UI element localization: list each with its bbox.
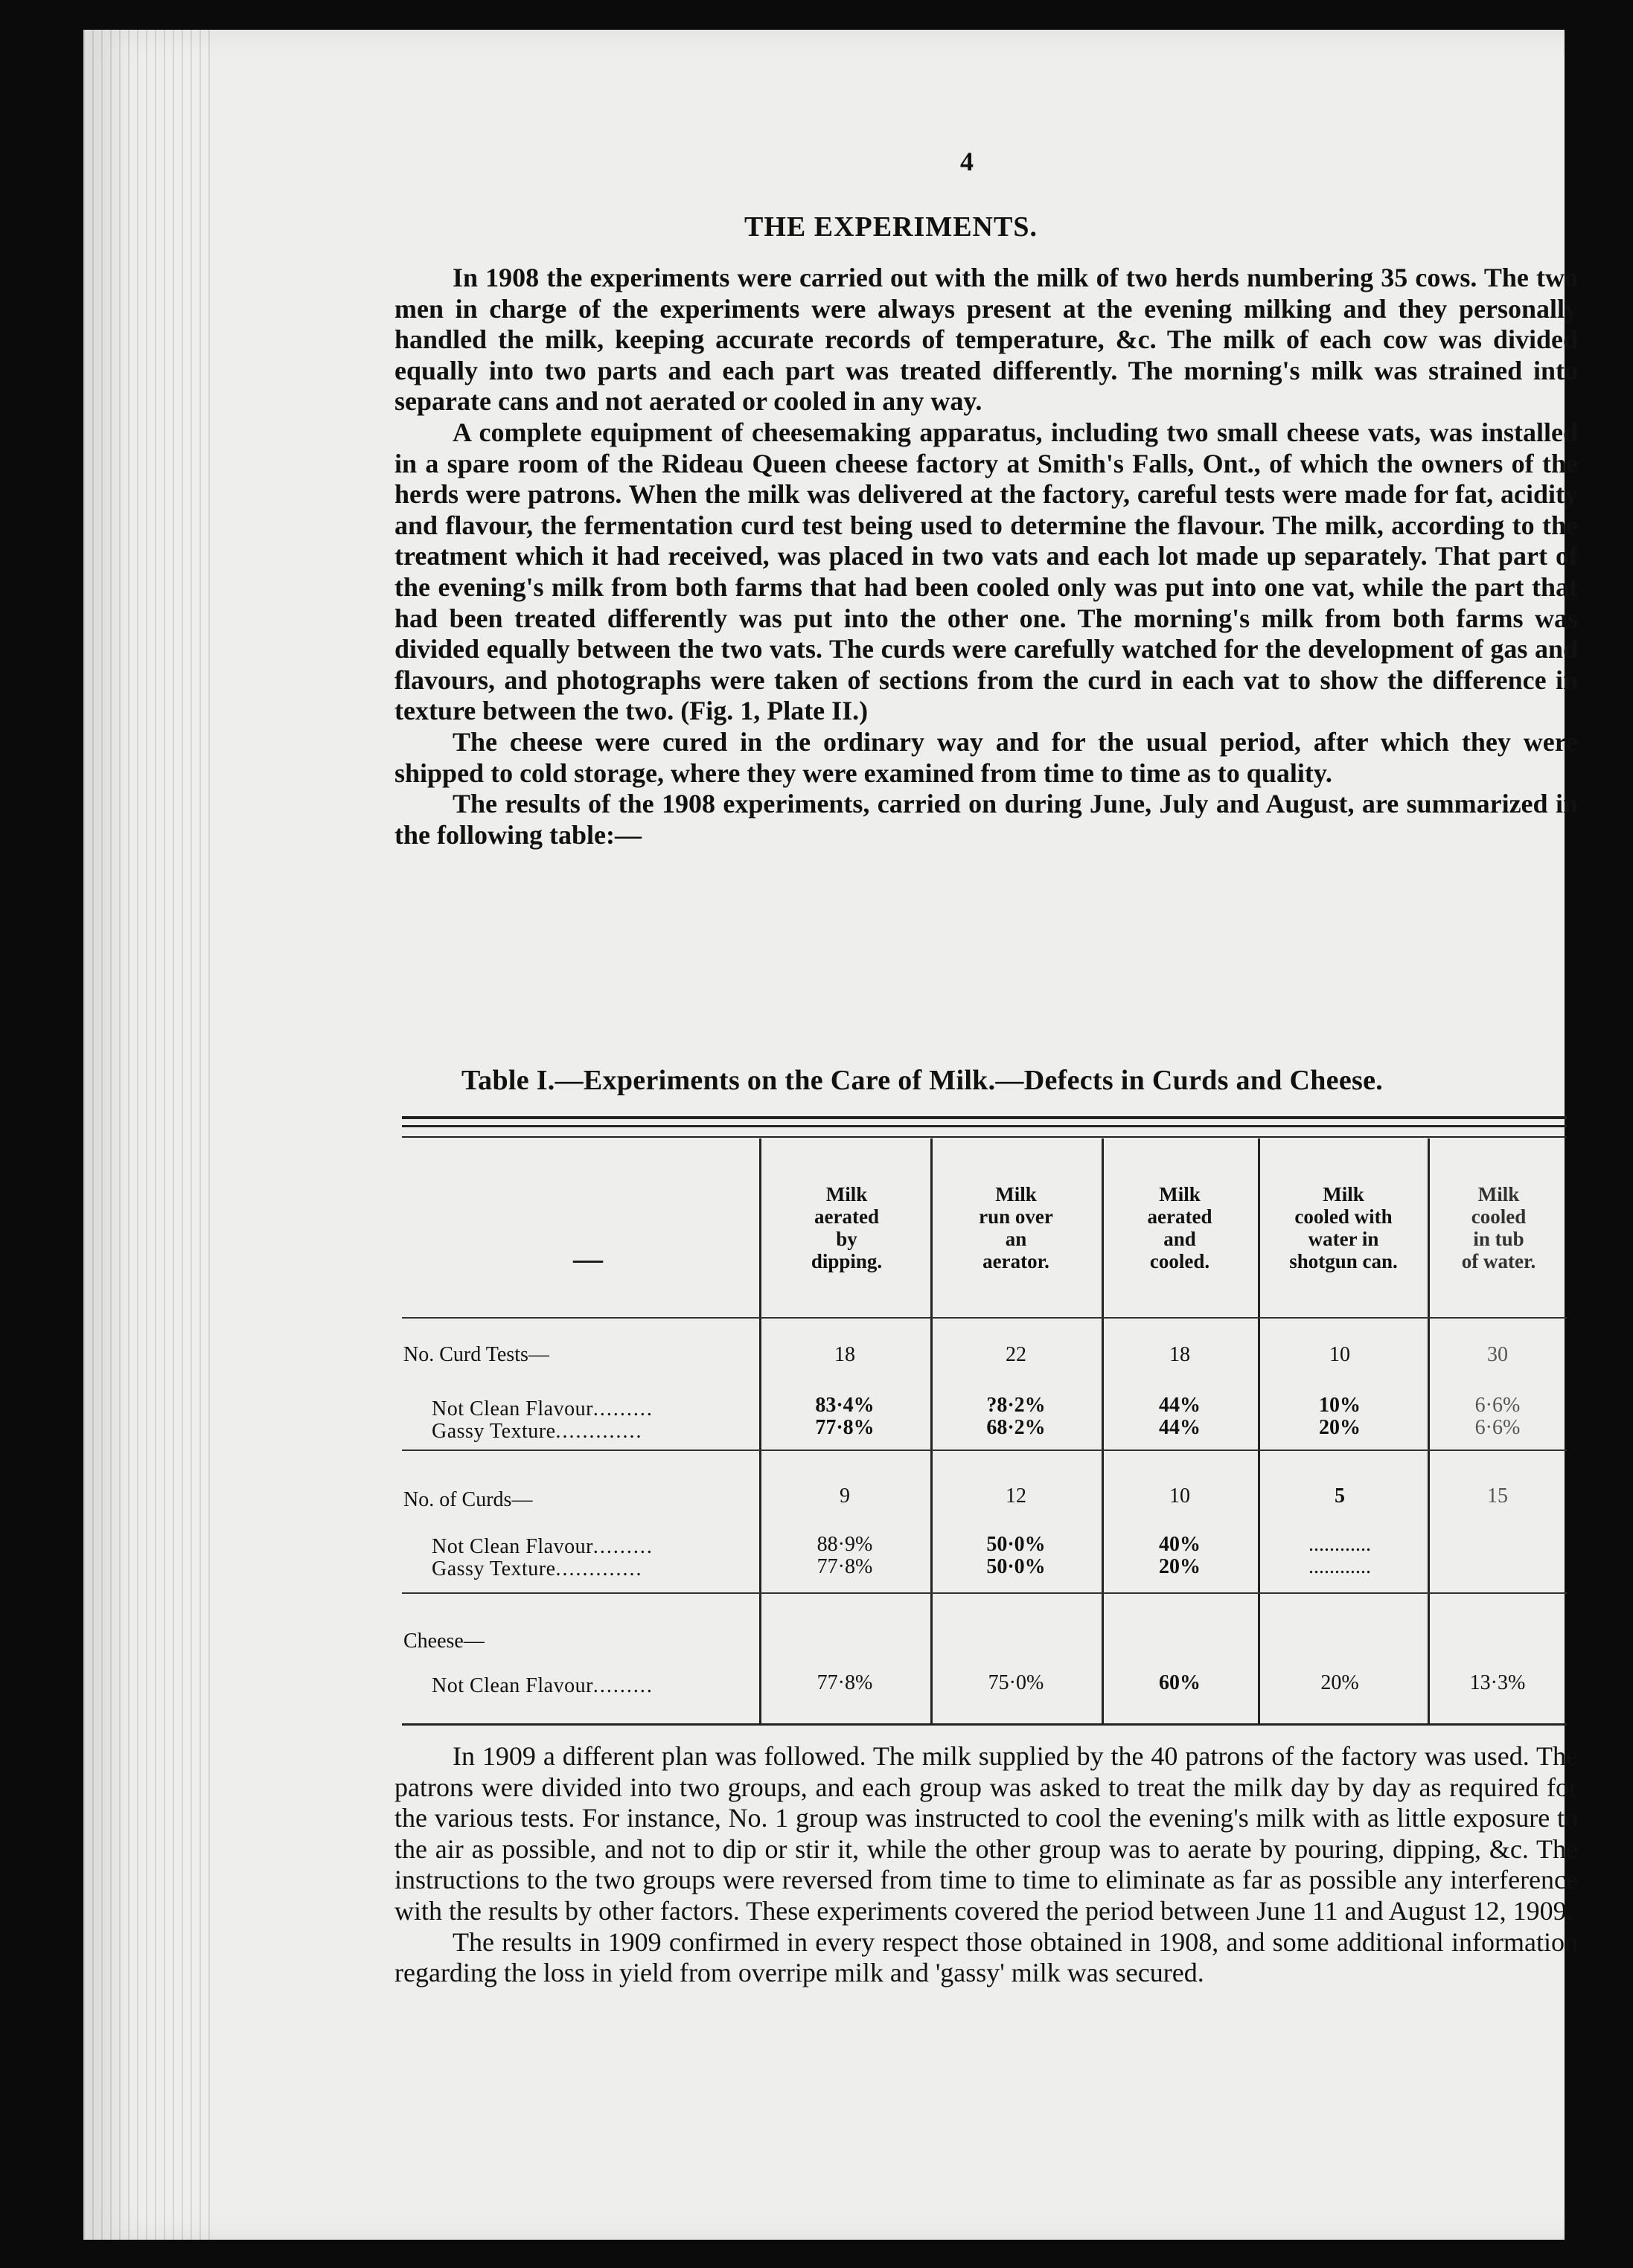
column-header-shotgun-can: Milk cooled with water in shotgun can. [1289, 1183, 1398, 1272]
cell-curd-gassy: 44% [1159, 1416, 1201, 1439]
cell-curd-not-clean: 6·6% [1474, 1394, 1521, 1417]
row-title-cheese: Cheese— [403, 1630, 485, 1653]
cell-curds-count: 5 [1335, 1484, 1345, 1508]
paragraph-3: The cheese were cured in the ordinary way and for the usual period, after which they were shipped to cold storage, where they were examined from time to time as to quality. [394, 726, 1578, 788]
section-heading: THE EXPERIMENTS. [744, 211, 1038, 243]
cell-curd-not-clean: ?8·2% [986, 1394, 1046, 1417]
row-title-curds: No. of Curds— [403, 1488, 533, 1511]
page-number: 4 [960, 147, 974, 176]
label-text: Not Clean Flavour [432, 1674, 593, 1697]
row-label-gassy-texture [432, 1420, 643, 1444]
cell-cheese-not-clean: 77·8% [816, 1671, 873, 1694]
section-divider [402, 1449, 1567, 1451]
label-text: Not Clean Flavour [432, 1535, 593, 1558]
label-text: Not Clean Flavour [432, 1397, 593, 1420]
cell-curds-gassy: ............ [1308, 1555, 1371, 1578]
column-header-aerated-dipping: Milk aerated by dipping. [811, 1183, 883, 1272]
cell-curds-not-clean: ............ [1308, 1533, 1371, 1556]
section-divider [402, 1592, 1567, 1594]
header-divider [402, 1317, 1567, 1319]
table-top-rule-3 [402, 1136, 1567, 1138]
cell-curds-not-clean: 88·9% [816, 1533, 873, 1556]
row-label-not-clean-flavour [432, 1674, 653, 1698]
paragraph-4: The results of the 1908 experiments, carried on during June, July and August, are summarized in the following table:— [394, 789, 1578, 850]
cell-curd-not-clean: 44% [1159, 1394, 1201, 1417]
paragraph-5: In 1909 a different plan was followed. The milk supplied by the 40 patrons of the factory was used. The patrons were divided into two groups, and each group was asked to treat the milk day by day as required for the various tests. For instance, No. 1 group was instructed to cool the evening's milk with as little exposure to the air as possible, and not to dip or stir it, while the other group was to aerate by pouring, dipping, &c. The instructions to the two groups were reversed from time to time to eliminate as far as possible any interference with the results by other factors. These experiments covered the period between June 11 and August 12, 1909. [394, 1741, 1578, 1926]
cell-cheese-not-clean: 13·3% [1469, 1671, 1526, 1694]
cell-curds-count: 10 [1169, 1484, 1190, 1508]
leader-dots: ......... [592, 1674, 653, 1697]
row-label-gassy-texture [432, 1557, 643, 1581]
results-table [402, 1116, 1567, 1726]
cell-cheese-not-clean: 20% [1320, 1671, 1359, 1694]
table-bottom-rule [402, 1723, 1567, 1726]
cell-curds-count: 15 [1487, 1484, 1508, 1508]
table-top-rule [402, 1116, 1567, 1119]
cell-curds-count: 12 [1006, 1484, 1026, 1508]
leader-dots: ......... [592, 1397, 653, 1420]
cell-curd-tests-count: 18 [1169, 1343, 1190, 1366]
cell-curd-gassy: 20% [1319, 1416, 1361, 1439]
column-header-aerator: Milk run over an aerator. [979, 1183, 1053, 1272]
cell-curd-gassy: 68·2% [986, 1416, 1046, 1439]
leader-dots: ............. [555, 1420, 643, 1443]
table-top-rule-2 [402, 1125, 1567, 1127]
column-header-tub: Milk cooled in tub of water. [1461, 1183, 1536, 1272]
row-label-not-clean-flavour [432, 1397, 653, 1421]
cell-curds-gassy: 20% [1159, 1555, 1201, 1578]
cell-cheese-not-clean: 60% [1159, 1671, 1201, 1694]
closing-paragraphs [394, 1741, 1578, 1989]
cell-curd-tests-count: 18 [834, 1343, 855, 1366]
intro-paragraphs [394, 263, 1578, 850]
row-title-curd-tests: No. Curd Tests— [403, 1343, 549, 1366]
leader-dots: ............. [555, 1557, 643, 1580]
label-text: Gassy Texture [432, 1420, 556, 1443]
cell-curd-not-clean: 10% [1319, 1394, 1361, 1417]
label-text: Gassy Texture [432, 1557, 556, 1580]
cell-cheese-not-clean: 75·0% [988, 1671, 1044, 1694]
column-divider [759, 1138, 761, 1723]
paragraph-6: The results in 1909 confirmed in every respect those obtained in 1908, and some additional information regarding the loss in yield from overripe milk and 'gassy' milk was secured. [394, 1926, 1578, 1988]
cell-curd-gassy: 6·6% [1474, 1416, 1521, 1439]
paragraph-1: In 1908 the experiments were carried out with the milk of two herds numbering 35 cows. The two men in charge of the experiments were always present at the evening milking and they personally handled the milk, keeping accurate records of temperature, &c. The milk of each cow was divided equally into two parts and each part was treated differently. The morning's milk was strained into separate cans and not aerated or cooled in any way. [394, 263, 1578, 417]
paragraph-2: A complete equipment of cheesemaking apparatus, including two small cheese vats, was installed in a spare room of the Rideau Queen cheese factory at Smith's Falls, Ont., of which the owners of the herds were patrons. When the milk was delivered at the factory, careful tests were made for fat, acidity and flavour, the fermentation curd test being used to determine the flavour. The milk, according to the treatment which it had received, was placed in two vats and each lot made up separately. That part of the evening's milk from both farms that had been cooled only was put into one vat, while the part that had been treated differently was put into the other one. The morning's milk from both farms was divided equally between the two vats. The curds were carefully watched for the development of gas and flavours, and photographs were taken of sections from the curd in each vat to show the difference in texture between the two. (Fig. 1, Plate II.) [394, 417, 1578, 726]
table-caption: Table I.—Experiments on the Care of Milk.—Defects in Curds and Cheese. [461, 1065, 1384, 1096]
cell-curd-not-clean: 83·4% [815, 1394, 875, 1417]
cell-curd-gassy: 77·8% [815, 1416, 875, 1439]
cell-curds-gassy: 77·8% [816, 1555, 873, 1578]
row-label-not-clean-flavour [432, 1535, 653, 1559]
leader-dots: ......... [592, 1535, 653, 1558]
cell-curd-tests-count: 10 [1329, 1343, 1350, 1366]
cell-curds-not-clean: 50·0% [986, 1533, 1046, 1556]
column-header-aerated-cooled: Milk aerated and cooled. [1147, 1183, 1212, 1272]
cell-curds-gassy: 50·0% [986, 1555, 1046, 1578]
column-divider [930, 1138, 933, 1723]
cell-curds-count: 9 [840, 1484, 850, 1508]
cell-curd-tests-count: 22 [1006, 1343, 1026, 1366]
cell-curds-not-clean: 40% [1159, 1533, 1201, 1556]
cell-curd-tests-count: 30 [1487, 1343, 1508, 1366]
corner-cell: — [573, 1242, 603, 1275]
